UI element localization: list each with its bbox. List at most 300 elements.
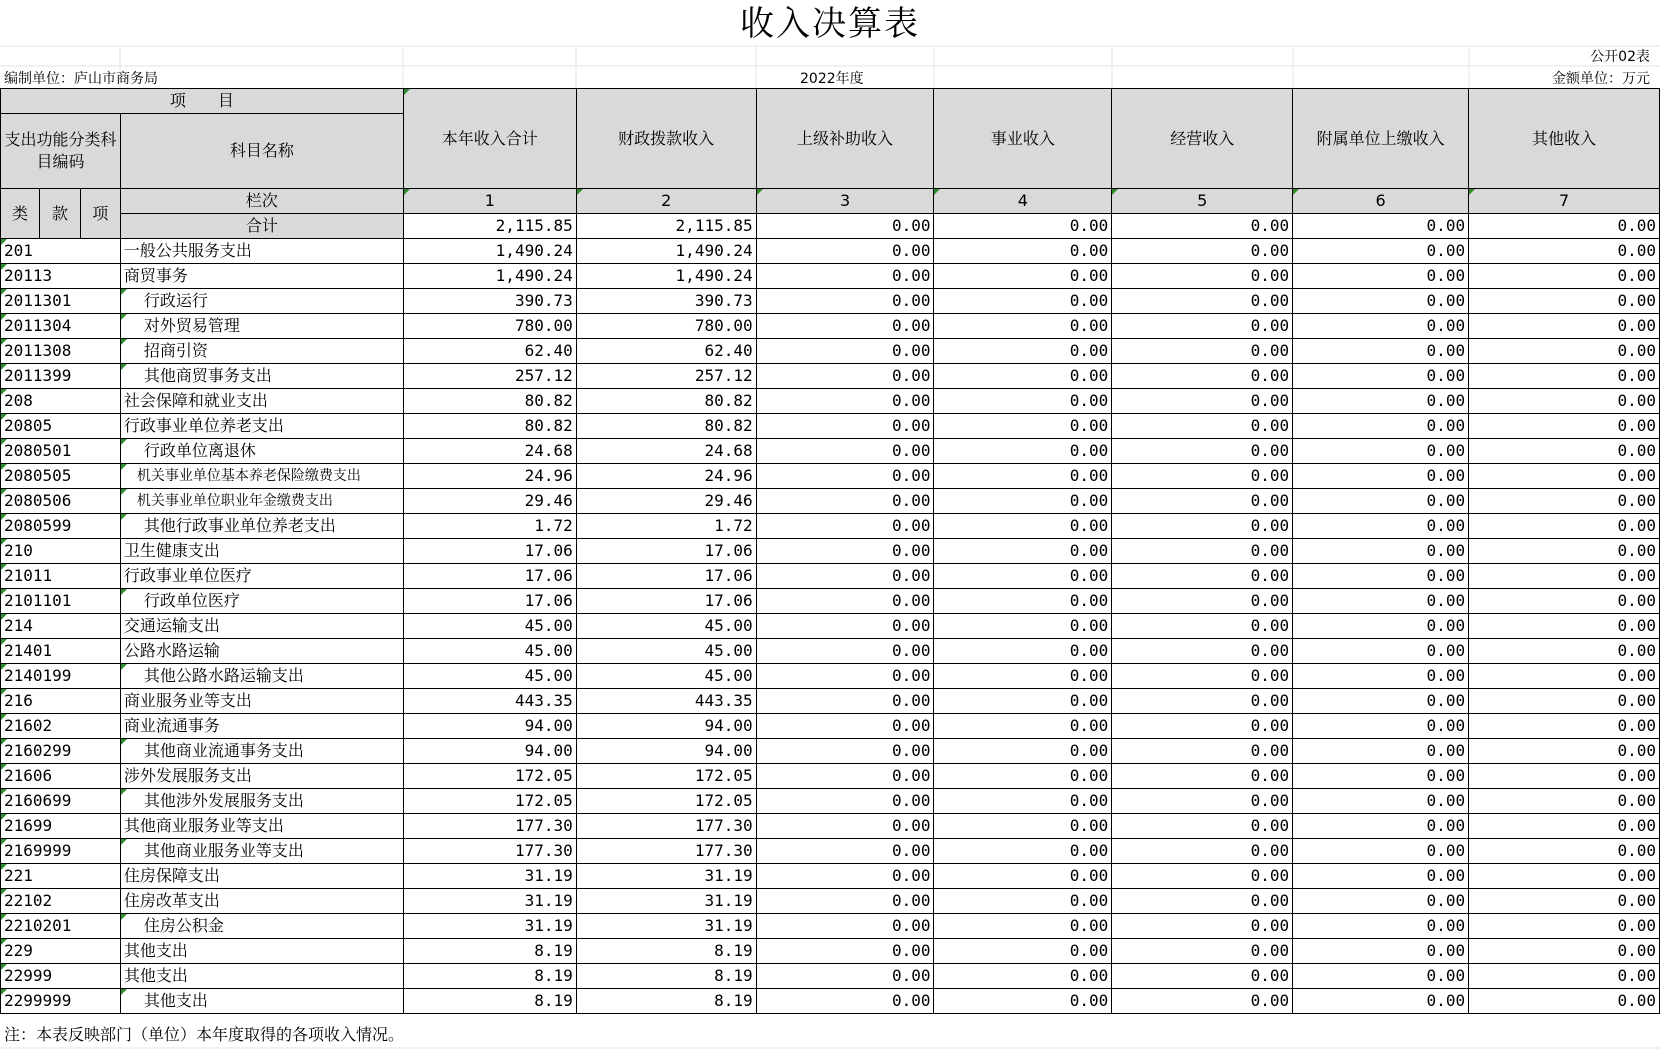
row-value-6: 0.00 [1293,814,1469,839]
row-subject-name: 对外贸易管理 [120,314,403,339]
row-value-6: 0.00 [1293,939,1469,964]
row-value-4: 0.00 [934,389,1112,414]
row-code: 2080506 [1,489,121,514]
row-value-5: 0.00 [1112,964,1293,989]
row-code: 21011 [1,564,121,589]
lei-header: 类 [1,189,40,239]
table-code-tag: 公开02表 [1590,49,1650,65]
row-value-6: 0.00 [1293,689,1469,714]
row-code: 214 [1,614,121,639]
row-value-3: 0.00 [756,764,934,789]
table-row [1,964,1660,989]
header-row-1 [1,89,1660,114]
table-row [1,739,1660,764]
row-value-4: 0.00 [934,814,1112,839]
item-group-header: 项 目 [1,89,404,114]
table-row [1,664,1660,689]
table-row [1,239,1660,264]
row-value-5: 0.00 [1112,639,1293,664]
row-subject-name: 其他商业服务业等支出 [120,839,403,864]
row-value-2: 1,490.24 [576,264,756,289]
row-code: 21401 [1,639,121,664]
row-value-6: 0.00 [1293,339,1469,364]
row-subject-name: 其他商业流通事务支出 [120,739,403,764]
row-value-4: 0.00 [934,464,1112,489]
row-value-5: 0.00 [1112,914,1293,939]
row-value-6: 0.00 [1293,914,1469,939]
table-row [1,339,1660,364]
row-value-3: 0.00 [756,239,934,264]
col-number-1: 1 [403,189,576,214]
row-value-2: 94.00 [576,739,756,764]
row-value-5: 0.00 [1112,339,1293,364]
row-value-3: 0.00 [756,289,934,314]
row-value-3: 0.00 [756,514,934,539]
row-value-4: 0.00 [934,589,1112,614]
row-value-6: 0.00 [1293,964,1469,989]
row-value-3: 0.00 [756,314,934,339]
row-value-5: 0.00 [1112,839,1293,864]
row-value-5: 0.00 [1112,264,1293,289]
table-row [1,614,1660,639]
row-value-3: 0.00 [756,914,934,939]
row-value-1: 443.35 [403,689,576,714]
row-value-5: 0.00 [1112,514,1293,539]
row-subject-name: 商业服务业等支出 [120,689,403,714]
row-value-2: 17.06 [576,539,756,564]
row-value-3: 0.00 [756,989,934,1014]
row-value-2: 24.68 [576,439,756,464]
row-value-6: 0.00 [1293,839,1469,864]
row-value-4: 0.00 [934,264,1112,289]
row-value-6: 0.00 [1293,239,1469,264]
row-subject-name: 其他公路水路运输支出 [120,664,403,689]
row-value-1: 31.19 [403,889,576,914]
row-code: 2011308 [1,339,121,364]
row-code: 20113 [1,264,121,289]
row-value-2: 177.30 [576,839,756,864]
row-value-2: 177.30 [576,814,756,839]
row-value-2: 94.00 [576,714,756,739]
table-row [1,839,1660,864]
row-code: 21699 [1,814,121,839]
row-value-3: 0.00 [756,414,934,439]
row-value-1: 1,490.24 [403,264,576,289]
row-value-5: 0.00 [1112,464,1293,489]
row-value-2: 80.82 [576,389,756,414]
income-table [0,88,1660,1014]
column-header-5: 经营收入 [1112,89,1293,189]
row-subject-name: 交通运输支出 [120,614,403,639]
row-code: 2011304 [1,314,121,339]
row-value-5: 0.00 [1112,364,1293,389]
fiscal-year-label: 2022年度 [800,71,864,87]
row-value-6: 0.00 [1293,764,1469,789]
row-code: 2101101 [1,589,121,614]
row-value-2: 45.00 [576,614,756,639]
row-subject-name: 行政单位医疗 [120,589,403,614]
reporting-unit-label: 编制单位：庐山市商务局 [4,71,158,87]
total-value-7: 0.00 [1469,214,1660,239]
row-value-6: 0.00 [1293,739,1469,764]
row-value-4: 0.00 [934,714,1112,739]
row-value-1: 1.72 [403,514,576,539]
row-value-5: 0.00 [1112,739,1293,764]
row-value-3: 0.00 [756,889,934,914]
row-value-5: 0.00 [1112,239,1293,264]
row-value-3: 0.00 [756,739,934,764]
row-value-1: 8.19 [403,964,576,989]
total-value-4: 0.00 [934,214,1112,239]
row-value-3: 0.00 [756,264,934,289]
table-row [1,989,1660,1014]
row-value-7: 0.00 [1469,814,1660,839]
row-value-4: 0.00 [934,239,1112,264]
row-value-5: 0.00 [1112,889,1293,914]
row-value-1: 172.05 [403,789,576,814]
row-value-1: 8.19 [403,989,576,1014]
row-value-3: 0.00 [756,689,934,714]
row-value-6: 0.00 [1293,864,1469,889]
total-value-5: 0.00 [1112,214,1293,239]
row-value-5: 0.00 [1112,539,1293,564]
row-value-3: 0.00 [756,389,934,414]
row-value-6: 0.00 [1293,564,1469,589]
row-value-7: 0.00 [1469,539,1660,564]
table-row [1,289,1660,314]
total-value-1: 2,115.85 [403,214,576,239]
row-value-5: 0.00 [1112,614,1293,639]
row-value-2: 8.19 [576,964,756,989]
row-value-3: 0.00 [756,964,934,989]
row-subject-name: 行政事业单位养老支出 [120,414,403,439]
row-value-6: 0.00 [1293,414,1469,439]
row-value-4: 0.00 [934,864,1112,889]
row-code: 2299999 [1,989,121,1014]
table-row [1,489,1660,514]
amount-unit-label: 金额单位：万元 [1552,71,1650,87]
row-code: 221 [1,864,121,889]
row-value-4: 0.00 [934,364,1112,389]
row-value-6: 0.00 [1293,389,1469,414]
row-value-5: 0.00 [1112,289,1293,314]
row-value-2: 80.82 [576,414,756,439]
row-value-7: 0.00 [1469,889,1660,914]
row-code: 210 [1,539,121,564]
column-header-4: 事业收入 [934,89,1112,189]
row-subject-name: 其他行政事业单位养老支出 [120,514,403,539]
row-code: 2011301 [1,289,121,314]
row-subject-name: 卫生健康支出 [120,539,403,564]
row-value-6: 0.00 [1293,589,1469,614]
row-code: 2210201 [1,914,121,939]
row-code: 229 [1,939,121,964]
table-row [1,464,1660,489]
row-value-2: 390.73 [576,289,756,314]
row-value-4: 0.00 [934,639,1112,664]
row-value-6: 0.00 [1293,614,1469,639]
row-value-3: 0.00 [756,564,934,589]
row-value-2: 45.00 [576,639,756,664]
column-header-6: 附属单位上缴收入 [1293,89,1469,189]
row-subject-name: 其他涉外发展服务支出 [120,789,403,814]
row-code: 2160699 [1,789,121,814]
row-value-1: 177.30 [403,839,576,864]
row-value-7: 0.00 [1469,989,1660,1014]
row-value-4: 0.00 [934,414,1112,439]
table-row [1,814,1660,839]
row-value-1: 31.19 [403,864,576,889]
row-value-7: 0.00 [1469,264,1660,289]
row-value-6: 0.00 [1293,264,1469,289]
row-value-4: 0.00 [934,439,1112,464]
row-value-2: 780.00 [576,314,756,339]
row-value-7: 0.00 [1469,364,1660,389]
table-row [1,889,1660,914]
row-value-5: 0.00 [1112,989,1293,1014]
row-value-2: 8.19 [576,989,756,1014]
row-value-7: 0.00 [1469,614,1660,639]
row-value-4: 0.00 [934,939,1112,964]
row-value-7: 0.00 [1469,514,1660,539]
row-value-1: 24.68 [403,439,576,464]
row-value-6: 0.00 [1293,364,1469,389]
row-value-3: 0.00 [756,664,934,689]
total-row [1,214,1660,239]
col-number-4: 4 [934,189,1112,214]
row-value-2: 172.05 [576,789,756,814]
row-code: 201 [1,239,121,264]
row-value-7: 0.00 [1469,939,1660,964]
row-value-7: 0.00 [1469,239,1660,264]
table-row [1,539,1660,564]
row-value-3: 0.00 [756,614,934,639]
row-code: 208 [1,389,121,414]
row-value-6: 0.00 [1293,539,1469,564]
row-value-2: 29.46 [576,489,756,514]
row-subject-name: 其他商业服务业等支出 [120,814,403,839]
row-value-3: 0.00 [756,814,934,839]
row-value-7: 0.00 [1469,914,1660,939]
row-value-1: 1,490.24 [403,239,576,264]
row-value-4: 0.00 [934,614,1112,639]
table-row [1,714,1660,739]
row-value-5: 0.00 [1112,589,1293,614]
row-value-4: 0.00 [934,914,1112,939]
table-row [1,514,1660,539]
row-value-4: 0.00 [934,339,1112,364]
row-value-3: 0.00 [756,339,934,364]
row-value-2: 257.12 [576,364,756,389]
row-subject-name: 商业流通事务 [120,714,403,739]
row-value-7: 0.00 [1469,739,1660,764]
row-value-4: 0.00 [934,539,1112,564]
table-row [1,264,1660,289]
row-value-2: 45.00 [576,664,756,689]
row-value-6: 0.00 [1293,889,1469,914]
row-value-1: 45.00 [403,614,576,639]
row-value-2: 1,490.24 [576,239,756,264]
table-row [1,764,1660,789]
row-value-5: 0.00 [1112,414,1293,439]
footnote: 注：本表反映部门（单位）本年度取得的各项收入情况。 [4,1025,405,1044]
row-value-6: 0.00 [1293,489,1469,514]
row-value-1: 45.00 [403,664,576,689]
row-value-5: 0.00 [1112,664,1293,689]
row-value-6: 0.00 [1293,789,1469,814]
row-value-4: 0.00 [934,964,1112,989]
col-number-3: 3 [756,189,934,214]
row-code: 2080599 [1,514,121,539]
row-value-2: 62.40 [576,339,756,364]
row-value-3: 0.00 [756,439,934,464]
row-value-2: 1.72 [576,514,756,539]
table-row [1,689,1660,714]
row-value-1: 45.00 [403,639,576,664]
row-value-5: 0.00 [1112,489,1293,514]
column-header-2: 财政拨款收入 [576,89,756,189]
row-value-2: 31.19 [576,914,756,939]
row-value-7: 0.00 [1469,389,1660,414]
row-value-1: 8.19 [403,939,576,964]
row-value-5: 0.00 [1112,939,1293,964]
row-value-4: 0.00 [934,739,1112,764]
row-value-2: 31.19 [576,889,756,914]
row-subject-name: 其他支出 [120,939,403,964]
row-value-4: 0.00 [934,689,1112,714]
row-value-4: 0.00 [934,889,1112,914]
row-code: 2011399 [1,364,121,389]
row-value-5: 0.00 [1112,564,1293,589]
row-value-7: 0.00 [1469,664,1660,689]
row-value-7: 0.00 [1469,439,1660,464]
row-value-1: 24.96 [403,464,576,489]
row-value-4: 0.00 [934,314,1112,339]
table-row [1,939,1660,964]
table-row [1,389,1660,414]
table-row [1,314,1660,339]
row-value-5: 0.00 [1112,439,1293,464]
row-value-6: 0.00 [1293,314,1469,339]
row-value-7: 0.00 [1469,339,1660,364]
table-row [1,789,1660,814]
row-value-6: 0.00 [1293,714,1469,739]
row-value-1: 177.30 [403,814,576,839]
row-value-4: 0.00 [934,839,1112,864]
row-value-5: 0.00 [1112,864,1293,889]
row-value-2: 17.06 [576,564,756,589]
row-value-6: 0.00 [1293,514,1469,539]
row-value-7: 0.00 [1469,689,1660,714]
row-subject-name: 公路水路运输 [120,639,403,664]
row-value-1: 780.00 [403,314,576,339]
row-code: 22999 [1,964,121,989]
row-value-7: 0.00 [1469,964,1660,989]
row-subject-name: 行政运行 [120,289,403,314]
row-value-2: 31.19 [576,864,756,889]
table-row [1,364,1660,389]
row-value-3: 0.00 [756,539,934,564]
row-subject-name: 一般公共服务支出 [120,239,403,264]
subject-name-header: 科目名称 [120,114,403,189]
row-value-5: 0.00 [1112,789,1293,814]
row-value-1: 62.40 [403,339,576,364]
row-value-3: 0.00 [756,839,934,864]
total-value-2: 2,115.85 [576,214,756,239]
row-value-5: 0.00 [1112,389,1293,414]
total-label: 合计 [120,214,403,239]
row-value-1: 80.82 [403,389,576,414]
row-code: 2160299 [1,739,121,764]
row-code: 2080501 [1,439,121,464]
kuan-header: 款 [39,189,80,239]
row-subject-name: 机关事业单位基本养老保险缴费支出 [120,464,403,489]
row-code: 20805 [1,414,121,439]
row-value-6: 0.00 [1293,664,1469,689]
table-row [1,589,1660,614]
table-row [1,639,1660,664]
row-value-4: 0.00 [934,989,1112,1014]
row-value-4: 0.00 [934,489,1112,514]
row-value-1: 29.46 [403,489,576,514]
row-subject-name: 住房保障支出 [120,864,403,889]
row-subject-name: 行政单位离退休 [120,439,403,464]
row-value-7: 0.00 [1469,289,1660,314]
row-value-7: 0.00 [1469,489,1660,514]
header-row-3 [1,189,1660,214]
row-value-3: 0.00 [756,939,934,964]
row-value-3: 0.00 [756,789,934,814]
col-number-2: 2 [576,189,756,214]
row-value-5: 0.00 [1112,314,1293,339]
row-value-3: 0.00 [756,489,934,514]
col-number-5: 5 [1112,189,1293,214]
row-value-7: 0.00 [1469,314,1660,339]
row-code: 2169999 [1,839,121,864]
table-row [1,414,1660,439]
lanci-header: 栏次 [120,189,403,214]
row-value-3: 0.00 [756,864,934,889]
row-value-5: 0.00 [1112,714,1293,739]
row-value-1: 172.05 [403,764,576,789]
row-value-5: 0.00 [1112,814,1293,839]
row-value-1: 94.00 [403,739,576,764]
row-value-3: 0.00 [756,639,934,664]
row-value-5: 0.00 [1112,689,1293,714]
row-value-7: 0.00 [1469,589,1660,614]
row-code: 21602 [1,714,121,739]
table-row [1,914,1660,939]
row-subject-name: 住房公积金 [120,914,403,939]
row-value-7: 0.00 [1469,839,1660,864]
row-value-2: 8.19 [576,939,756,964]
row-code: 2140199 [1,664,121,689]
row-value-1: 390.73 [403,289,576,314]
row-subject-name: 招商引资 [120,339,403,364]
row-value-4: 0.00 [934,764,1112,789]
row-value-4: 0.00 [934,664,1112,689]
row-subject-name: 其他商贸事务支出 [120,364,403,389]
row-subject-name: 商贸事务 [120,264,403,289]
row-code: 22102 [1,889,121,914]
row-value-7: 0.00 [1469,564,1660,589]
table-row [1,864,1660,889]
table-row [1,439,1660,464]
row-value-6: 0.00 [1293,639,1469,664]
total-value-6: 0.00 [1293,214,1469,239]
row-value-7: 0.00 [1469,789,1660,814]
row-value-6: 0.00 [1293,289,1469,314]
